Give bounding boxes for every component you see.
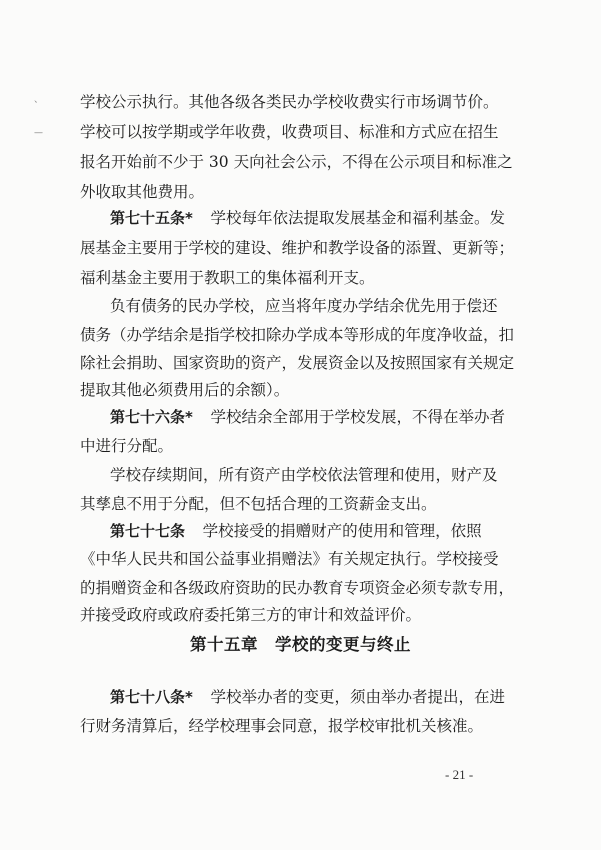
article-77-label: 第七十七条 — [110, 522, 186, 540]
text-line: 外收取其他费用。 — [80, 183, 205, 201]
page-number: - 21 - — [445, 767, 474, 782]
chapter-heading: 第十五章 学校的变更与终止 — [190, 635, 411, 654]
text-line: 行财务清算后，经学校理事会同意，报学校审批机关核准。 — [80, 717, 484, 735]
text-line: 《中华人民共和国公益事业捐赠法》有关规定执行。学校接受 — [80, 550, 499, 568]
text-line: 学校公示执行。其他各级各类民办学校收费实行市场调节价。 — [80, 93, 499, 111]
scan-mark: 、 — [34, 95, 44, 105]
text-line: 学校存续期间，所有资产由学校依法管理和使用，财产及 — [110, 466, 498, 484]
text-line: 中进行分配。 — [80, 437, 174, 455]
text-line: 提取其他必须费用后的余额）。 — [80, 381, 290, 399]
text-line: 展基金主要用于学校的建设、维护和教学设备的添置、更新等； — [80, 239, 515, 257]
paragraph-article-77 — [110, 521, 520, 541]
text-line: 福利基金主要用于教职工的集体福利开支。 — [80, 269, 375, 287]
article-75-label: 第七十五条* — [110, 209, 193, 227]
text-line: 并接受政府或政府委托第三方的审计和效益评价。 — [80, 606, 422, 624]
scan-mark: — — [34, 128, 43, 138]
article-76-label: 第七十六条* — [110, 408, 193, 426]
paragraph-article-76 — [110, 407, 520, 427]
text-line: 的捐赠资金和各级政府资助的民办教育专项资金必须专款专用， — [80, 579, 515, 597]
text-line: 其孳息不用于分配，但不包括合理的工资薪金支出。 — [80, 495, 437, 513]
paragraph-article-78 — [110, 687, 520, 707]
text-line: 学校举办者的变更，须由举办者提出，在进 — [210, 688, 505, 706]
text-line: 学校每年依法提取发展基金和福利基金。发 — [210, 209, 505, 227]
paragraph-article-75 — [110, 208, 520, 228]
text-line: 学校可以按学期或学年收费，收费项目、标准和方式应在招生 — [80, 123, 499, 141]
text-line: 负有债务的民办学校，应当将年度办学结余优先用于偿还 — [110, 297, 498, 315]
text-line: 除社会捐助、国家资助的资产，发展资金以及按照国家有关规定 — [80, 354, 515, 372]
article-78-label: 第七十八条* — [110, 688, 193, 706]
text-line: 学校接受的捐赠财产的使用和管理，依照 — [202, 522, 482, 540]
text-line: 债务（办学结余是指学校扣除办学成本等形成的年度净收益，扣 — [80, 326, 515, 344]
text-line: 学校结余全部用于学校发展，不得在举办者 — [210, 408, 505, 426]
text-line: 报名开始前不少于 30 天向社会公示，不得在公示项目和标准之 — [80, 153, 513, 171]
